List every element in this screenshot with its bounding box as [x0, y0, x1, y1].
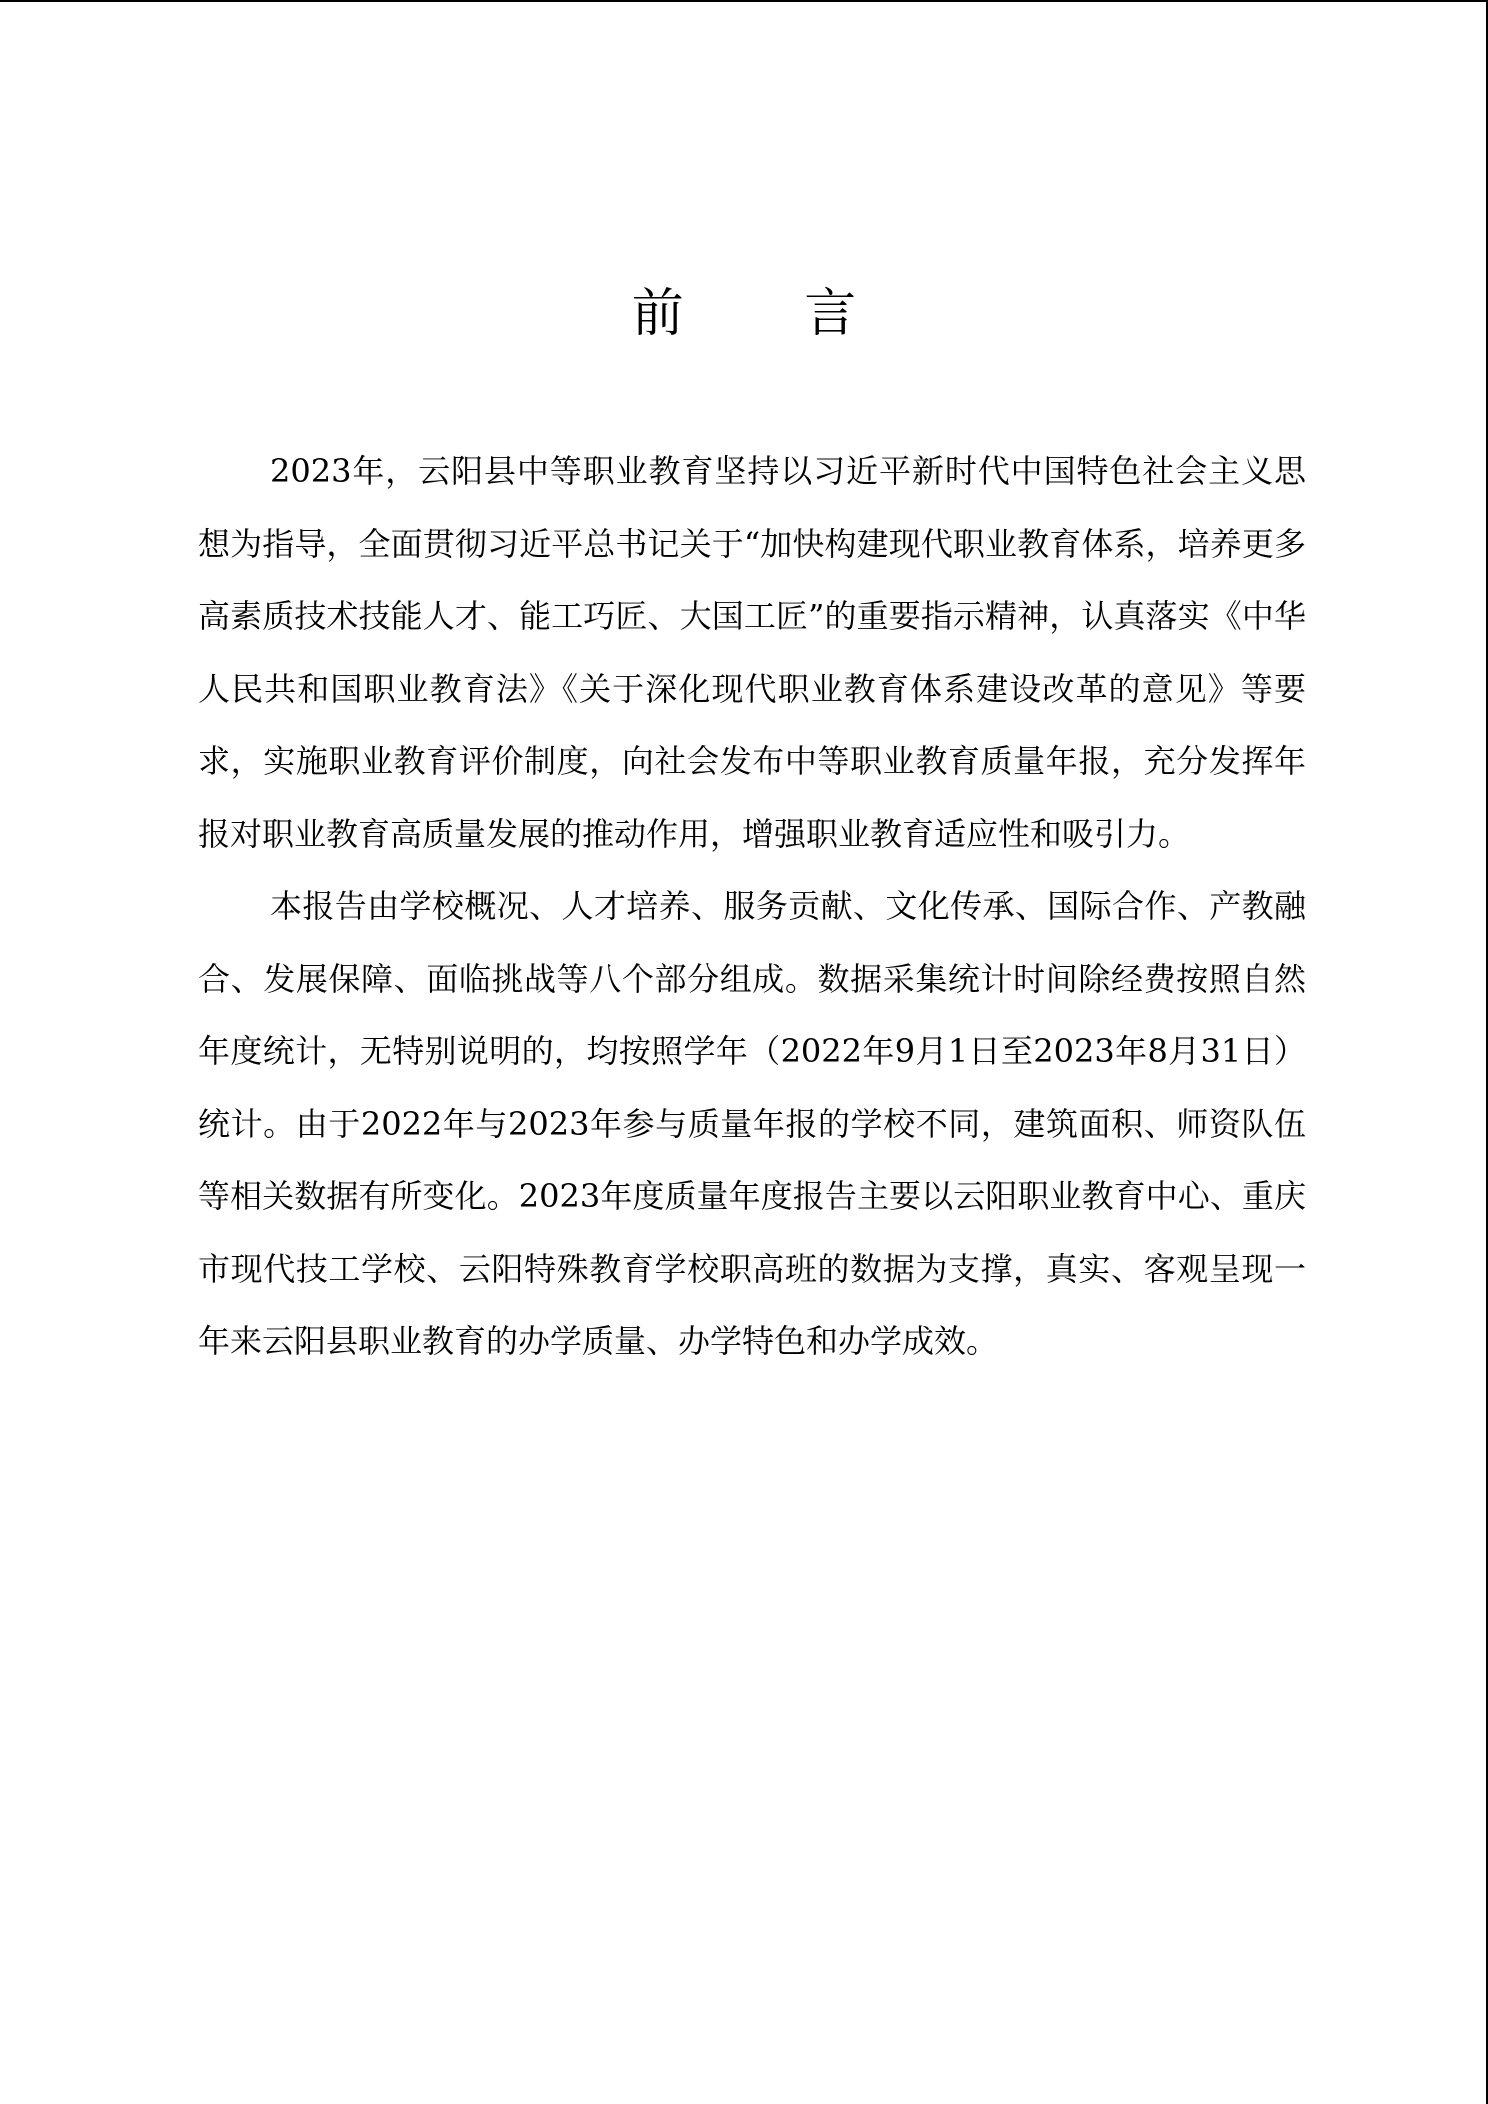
document-body	[198, 435, 1306, 1378]
paragraph-2: 本报告由学校概况、人才培养、服务贡献、文化传承、国际合作、产教融合、发展保障、面临挑战等八个部分组成。数据采集统计时间除经费按照自然年度统计，无特别说明的，均按照学年（2022年9月1日至2023年8月31日）统计。由于2022年与2023年参与质量年报的学校不同，建筑面积、师资队伍等相关数据有所变化。2023年度质量年度报告主要以云阳职业教育中心、重庆市现代技工学校、云阳特殊教育学校职高班的数据为支撑，真实、客观呈现一年来云阳县职业教育的办学质量、办学特色和办学成效。	[198, 887, 1306, 1360]
paragraph-1: 2023年，云阳县中等职业教育坚持以习近平新时代中国特色社会主义思想为指导，全面贯彻习近平总书记关于“加快构建现代职业教育体系，培养更多高素质技术技能人才、能工巧匠、大国工匠”的重要指示精神，认真落实《中华人民共和国职业教育法》《关于深化现代职业教育体系建设改革的意见》等要求，实施职业教育评价制度，向社会发布中等职业教育质量年报，充分发挥年报对职业教育高质量发展的推动作用，增强职业教育适应性和吸引力。	[198, 452, 1306, 853]
page-border-top	[0, 0, 1488, 2]
page-title: 前 言	[631, 284, 909, 344]
